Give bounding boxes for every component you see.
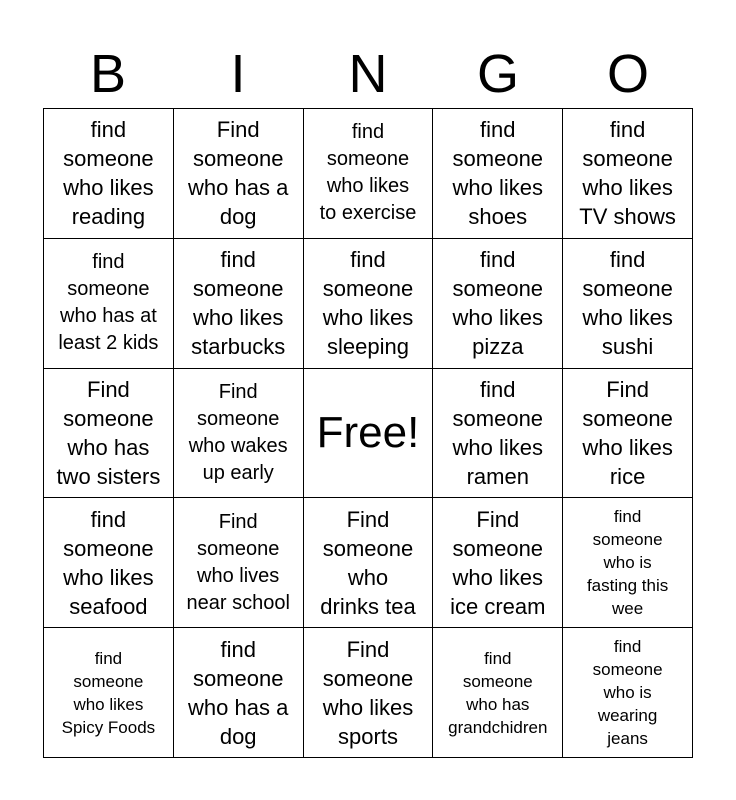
bingo-cell[interactable] [44, 628, 174, 758]
bingo-cell-text: find someone who likes sushi [582, 247, 673, 360]
bingo-cell-text: find someone who likes shoes [452, 117, 544, 230]
bingo-cell-text: find someone who likes Spicy Foods [61, 648, 156, 737]
bingo-cell-text: find someone who is fasting this wee [586, 507, 669, 619]
bingo-cell[interactable] [174, 239, 304, 369]
bingo-cell[interactable] [44, 498, 174, 628]
bingo-grid [43, 108, 693, 758]
bingo-cell-text: find someone who likes to exercise [319, 121, 417, 225]
bingo-cell-text: find someone who likes starbucks [191, 247, 286, 360]
bingo-cell-text: Find someone who has two sisters [56, 376, 161, 489]
bingo-cell[interactable] [433, 369, 563, 499]
bingo-cell-text: find someone who likes reading [63, 117, 154, 230]
bingo-cell[interactable] [563, 628, 693, 758]
bingo-cell[interactable] [304, 628, 434, 758]
bingo-cell[interactable] [563, 239, 693, 369]
bingo-cell[interactable] [433, 498, 563, 628]
header-letter-b: B [89, 44, 127, 104]
bingo-cell-text: find someone who likes seafood [63, 506, 154, 619]
header-letter-i: I [230, 44, 246, 104]
bingo-cell[interactable] [563, 498, 693, 628]
bingo-cell-text: Find someone who has a dog [188, 117, 289, 230]
bingo-cell-text: Find someone who likes rice [582, 376, 673, 489]
bingo-header [43, 40, 693, 108]
bingo-cell[interactable] [563, 369, 693, 499]
bingo-cell-free[interactable] [304, 369, 434, 499]
bingo-cell-text: Free! [316, 407, 420, 457]
bingo-cell-text: Find someone who likes ice cream [450, 506, 546, 619]
bingo-cell[interactable] [304, 498, 434, 628]
bingo-cell[interactable] [433, 628, 563, 758]
bingo-cell[interactable] [304, 239, 434, 369]
bingo-cell-text: find someone who likes ramen [452, 376, 544, 489]
bingo-cell-text: Find someone who likes sports [322, 636, 414, 749]
bingo-cell[interactable] [44, 239, 174, 369]
bingo-cell-text: Find someone who wakes up early [188, 380, 288, 484]
bingo-cell[interactable] [174, 628, 304, 758]
header-letter-g: G [476, 44, 519, 104]
bingo-cell-text: find someone who likes sleeping [322, 247, 414, 360]
header-letter-o: O [606, 44, 649, 104]
bingo-cell[interactable] [174, 109, 304, 239]
bingo-cell[interactable] [44, 109, 174, 239]
bingo-cell-text: find someone who has at least 2 kids [58, 251, 159, 355]
bingo-cell-text: Find someone who lives near school [186, 510, 290, 614]
bingo-cell-text: Find someone who drinks tea [320, 506, 416, 619]
bingo-cell-text: find someone who has grandchidren [448, 648, 548, 737]
bingo-cell[interactable] [174, 369, 304, 499]
bingo-cell[interactable] [563, 109, 693, 239]
bingo-cell[interactable] [174, 498, 304, 628]
header-letter-n: N [348, 44, 388, 104]
bingo-cell-text: find someone who likes pizza [452, 247, 544, 360]
bingo-cell-text: find someone who is wearing jeans [592, 637, 663, 749]
bingo-cell-text: find someone who likes TV shows [579, 117, 676, 230]
bingo-cell[interactable] [44, 369, 174, 499]
bingo-cell[interactable] [304, 109, 434, 239]
bingo-cell-text: find someone who has a dog [188, 636, 289, 749]
bingo-cell[interactable] [433, 239, 563, 369]
bingo-cell[interactable] [433, 109, 563, 239]
